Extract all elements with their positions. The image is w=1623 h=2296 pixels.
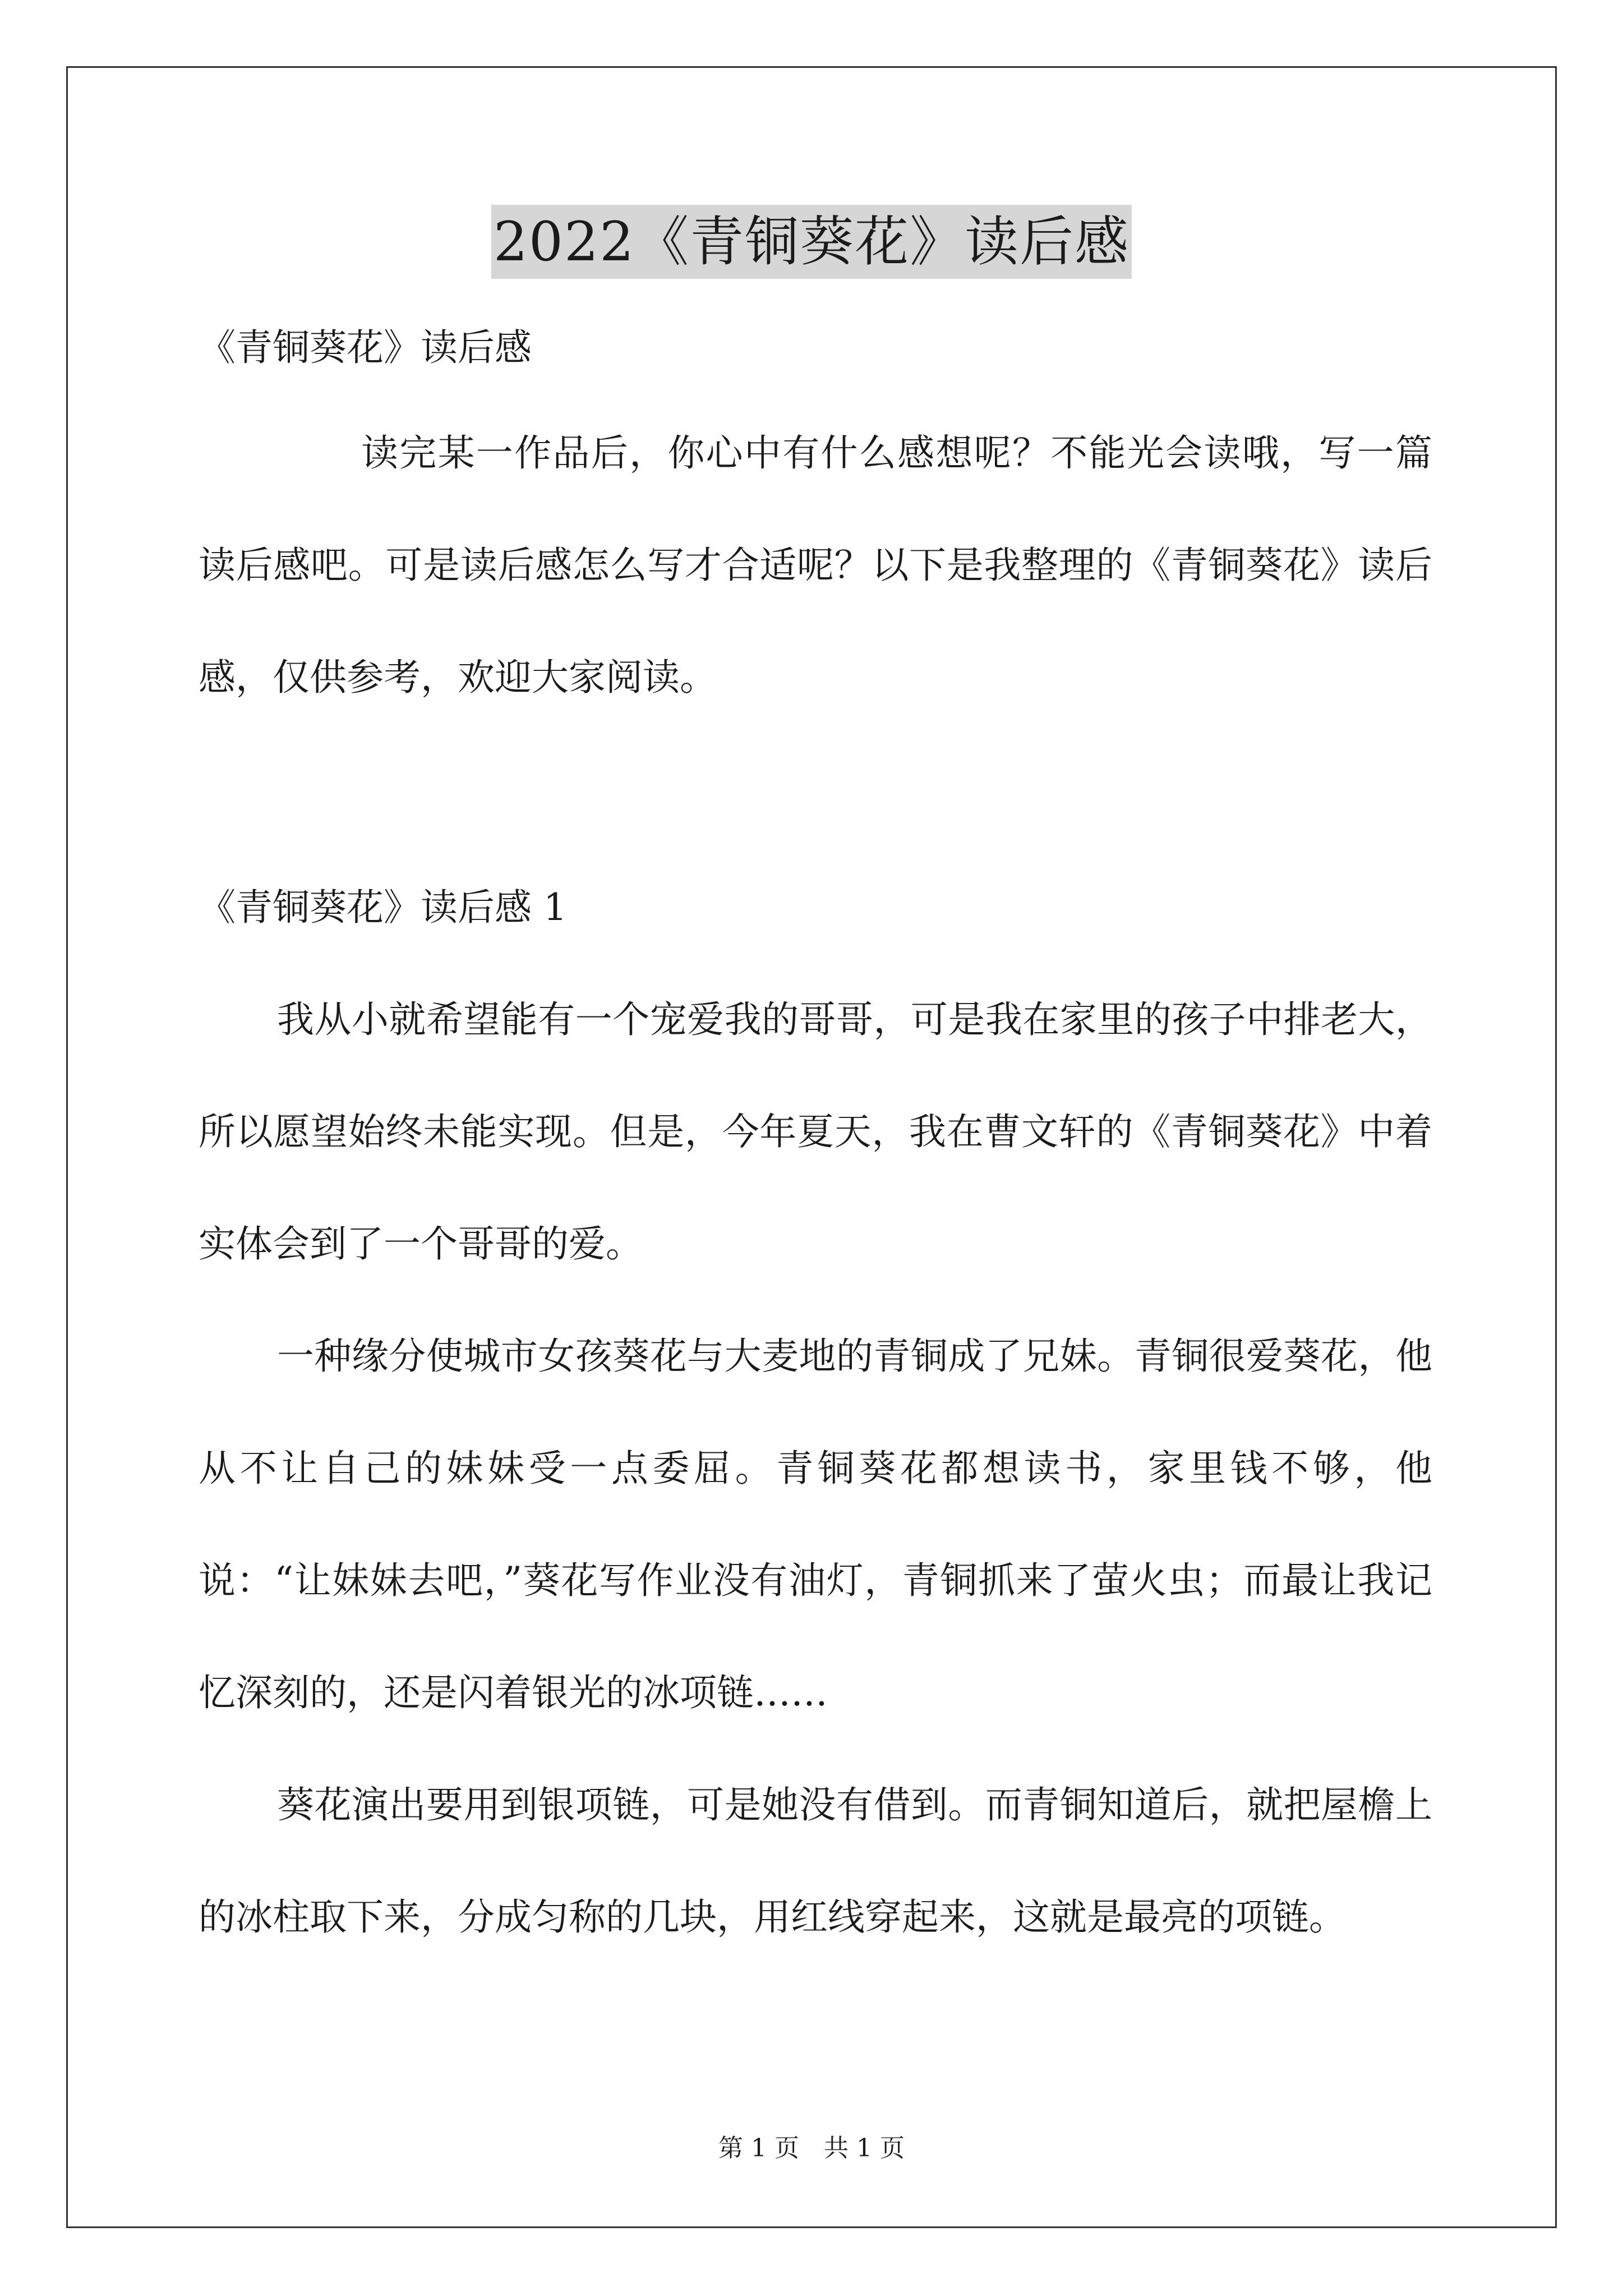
intro-paragraph: 读完某一作品后，你心中有什么感想呢？不能光会读哦，写一篇读后感吧。可是读后感怎么写才合适呢？以下是我整理的《青铜葵花》读后感，仅供参考，欢迎大家阅读。 — [199, 431, 1432, 699]
body-paragraph-3: 葵花演出要用到银项链，可是她没有借到。而青铜知道后，就把屋檐上的冰柱取下来，分成匀称的几块，用红线穿起来，这就是最亮的项链。 — [199, 1783, 1432, 1939]
document-subtitle: 《青铜葵花》读后感 — [199, 326, 532, 369]
document-body — [199, 314, 1432, 1973]
page-footer: 第 1 页 共 1 页 — [718, 2134, 905, 2162]
body-paragraph-1: 我从小就希望能有一个宠爱我的哥哥，可是我在家里的孩子中排老大，所以愿望始终未能实现。但是，今年夏天，我在曹文轩的《青铜葵花》中着实体会到了一个哥哥的爱。 — [199, 998, 1432, 1266]
document-title: 2022《青铜葵花》读后感 — [491, 205, 1132, 279]
body-paragraph-2: 一种缘分使城市女孩葵花与大麦地的青铜成了兄妹。青铜很爱葵花，他从不让自己的妹妹受一点委屈。青铜葵花都想读书，家里钱不够，他说：“让妹妹去吧，”葵花写作业没有油灯，青铜抓来了萤火虫；而最让我记忆深刻的，还是闪着银光的冰项链…… — [199, 1335, 1432, 1714]
section-heading: 《青铜葵花》读后感 1 — [199, 886, 567, 929]
title-container — [0, 205, 1623, 279]
